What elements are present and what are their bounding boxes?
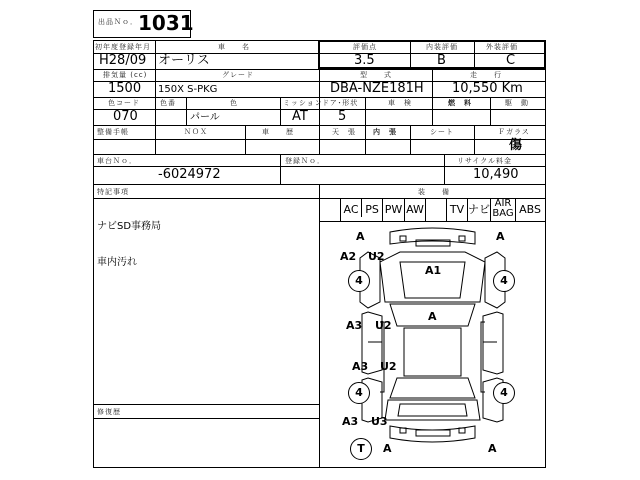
note-line: ナビSD事務局 xyxy=(97,221,162,232)
seat-label: シート xyxy=(430,128,454,136)
fglass-label: Ｆガラス xyxy=(498,128,530,136)
mark-door-u2: U2 xyxy=(375,319,392,332)
inspection-label: 車 検 xyxy=(388,99,412,107)
displacement-value: 1500 xyxy=(108,81,142,96)
mark-roof: A xyxy=(428,310,437,323)
mark-front-left: A xyxy=(356,230,365,243)
equipment-blank xyxy=(426,198,447,221)
equipment-ac: AC xyxy=(341,198,362,217)
mark-rear-u3: U3 xyxy=(371,415,388,428)
nox-label: ＮＯＸ xyxy=(184,128,208,136)
color-code-value: 070 xyxy=(113,109,138,124)
mark-door-a3: A3 xyxy=(346,319,363,332)
repair-label: 修復歴 xyxy=(97,408,121,416)
transmission-value: AT xyxy=(292,109,308,124)
first-reg-label: 初年度登録年月 xyxy=(95,43,151,51)
car-name-label: 車 名 xyxy=(218,43,250,51)
tire-mark: T xyxy=(350,438,372,460)
interior-trim-label: 内 張 xyxy=(373,128,397,136)
mark-front-right: A xyxy=(496,230,505,243)
equipment-navi: ナビ xyxy=(468,198,491,221)
wheel-rr: 4 xyxy=(493,382,515,404)
displacement-label: 排気量 (cc) xyxy=(103,71,148,79)
color-no-label: 色番 xyxy=(160,99,176,107)
color-label: 色 xyxy=(230,99,238,107)
notes-label: 特記事項 xyxy=(97,188,129,196)
airbag-bottom: BAG xyxy=(492,208,514,219)
equipment-abs: ABS xyxy=(519,203,541,216)
wheel-fr: 4 xyxy=(493,270,515,292)
lot-number: 1031 xyxy=(138,11,194,35)
first-reg-value: H28/09 xyxy=(99,53,147,68)
mark-fender-u2: U2 xyxy=(368,250,385,263)
airbag-top: AIR xyxy=(494,198,512,209)
transmission-label: ミッション xyxy=(283,99,323,107)
fglass-value: 傷 xyxy=(509,138,523,153)
equipment-grid xyxy=(340,198,545,221)
mark-rdoor-a3: A3 xyxy=(352,360,369,373)
interior-label: 内装評価 xyxy=(426,43,458,51)
wheel-fl: 4 xyxy=(348,270,370,292)
roof-label: 天 張 xyxy=(332,128,356,136)
note-line: 車内汚れ xyxy=(97,257,137,268)
chassis-label: 車台Ｎｏ． xyxy=(97,157,137,165)
mark-rear-a-left: A xyxy=(383,442,392,455)
doors-label: ドア･形状 xyxy=(322,99,359,107)
equipment-airbag xyxy=(491,198,516,221)
drive-label: 駆 動 xyxy=(505,99,529,107)
model-label: 型 式 xyxy=(360,71,392,79)
maintenance-label: 整備手帳 xyxy=(97,128,129,136)
color-code-label: 色コード xyxy=(108,99,140,107)
interior-value: B xyxy=(437,53,446,68)
history-label: 車 歴 xyxy=(262,128,294,136)
exterior-label: 外装評価 xyxy=(486,43,518,51)
model-value: DBA-NZE181H xyxy=(330,81,424,96)
grade-label: グレード xyxy=(222,71,254,79)
score-label: 評価点 xyxy=(353,43,377,51)
color-value: パール xyxy=(190,112,220,123)
doors-value: 5 xyxy=(338,109,347,124)
equipment-ps: PS xyxy=(362,198,383,221)
mileage-label: 走 行 xyxy=(470,71,502,79)
car-name-value: オーリス xyxy=(158,53,210,68)
equipment-pw: PW xyxy=(383,198,405,221)
wheel-rl: 4 xyxy=(348,382,370,404)
exterior-value: C xyxy=(506,53,516,68)
mark-fender-a2: A2 xyxy=(340,250,357,263)
recycle-value: 10,490 xyxy=(473,167,519,182)
reg-no-label: 登録Ｎｏ． xyxy=(285,157,325,165)
equipment-label: 装 備 xyxy=(418,188,450,196)
mark-hood: A1 xyxy=(425,264,442,277)
fuel-label: 燃 料 xyxy=(448,99,472,107)
lot-number-label: 出品Ｎｏ． xyxy=(98,18,138,26)
mark-rdoor-u2: U2 xyxy=(380,360,397,373)
mark-rear-a-right: A xyxy=(488,442,497,455)
equipment-tv: TV xyxy=(447,198,468,221)
equipment-aw: AW xyxy=(405,198,426,221)
recycle-label: リサイクル料金 xyxy=(457,157,513,165)
grade-value: 150X S-PKG xyxy=(158,84,218,95)
mark-rear-a3: A3 xyxy=(342,415,359,428)
chassis-value: -6024972 xyxy=(158,167,221,182)
mileage-value: 10,550 Km xyxy=(452,81,523,96)
score-value: 3.5 xyxy=(354,53,375,68)
